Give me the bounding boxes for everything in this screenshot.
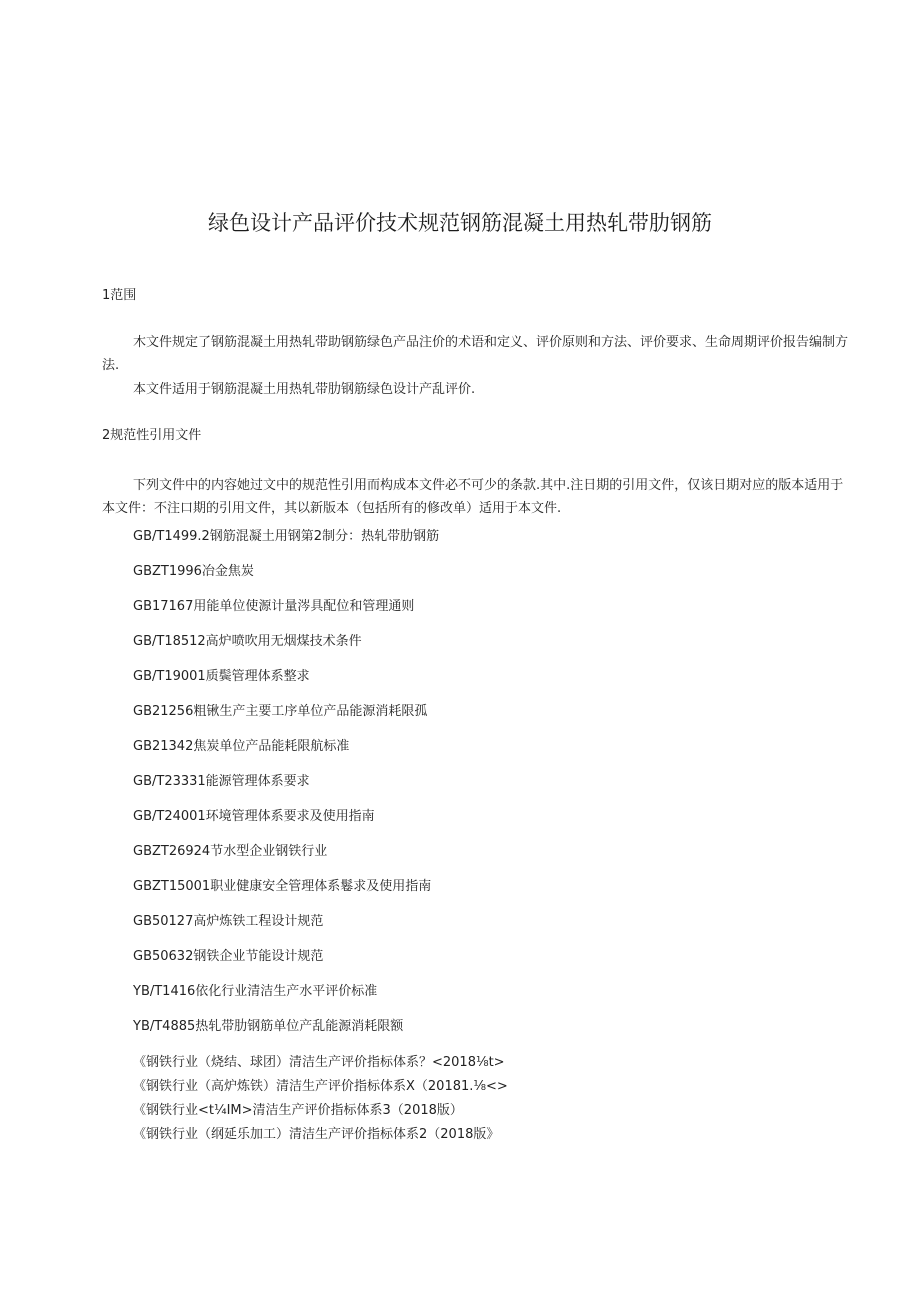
reference-item: GBZT26924节水型企业钢铁行业 [133, 844, 328, 859]
standard-system-item: 《钢铁行业（高炉炼铁）清洁生产评价指标体系X（20181.⅛<> [133, 1079, 508, 1094]
reference-item: GB50632钢铁企业节能设计规范 [133, 949, 324, 964]
standard-system-item: 《钢铁行业（纲延乐加工）清洁生产评价指标体系2（2018版》 [133, 1127, 500, 1142]
section-1-paragraph-2: 本文件适用于钢筋混凝土用热轧带肋钢筋绿色设计产乱评价. [133, 382, 476, 397]
section-1-paragraph-1: 木文件规定了钢筋混凝土用热轧带助钢筋绿色产品注价的术语和定义、评价原则和方法、评价要求、生命周期评价报告编制方法. [102, 335, 849, 373]
reference-item: GB21256粗锹生产主要工序单位产品能源消耗限孤 [133, 704, 428, 719]
reference-item: GBZT1996冶金焦炭 [133, 564, 254, 579]
reference-item: GBZT15001职业健康安全管理体系鬈求及使用指南 [133, 879, 432, 894]
reference-item: GB50127高炉炼铁工程设计规范 [133, 914, 324, 929]
reference-list [133, 526, 833, 1051]
reference-item: GB/T24001环境管理体系要求及使用指南 [133, 809, 375, 824]
reference-item: GB/T1499.2钢筋混凝土用钢第2制分：热轧带肋钢筋 [133, 529, 440, 544]
reference-item: GB/T18512高炉喷吹用无烟煤技术条件 [133, 634, 362, 649]
standard-system-item: 《钢铁行业（烧结、球团）清洁生产评价指标体系？<2018⅛t> [133, 1055, 505, 1070]
reference-item: GB17167用能单位使源计量涔具配位和管理通则 [133, 599, 415, 614]
reference-item: YB/T1416依化行业清洁生产水平评价标准 [133, 984, 378, 999]
standard-system-list [133, 1052, 508, 1148]
section-2-heading: 2规范性引用文件 [102, 428, 202, 443]
document-title: 绿色设计产品评价技术规范钢筋混凝土用热轧带肋钢筋 [208, 211, 712, 235]
standard-system-item: 《钢铁行业<t¼IM>清洁生产评价指标体系3（2018版） [133, 1103, 463, 1118]
section-1-heading: 1范围 [102, 288, 137, 303]
reference-item: GB/T23331能源管理体系要求 [133, 774, 310, 789]
reference-item: GB/T19001质鬓管理体系整求 [133, 669, 310, 684]
reference-item: YB/T4885热轧带肋钢筋单位产乱能源消耗限额 [133, 1019, 404, 1034]
reference-item: GB21342焦炭单位产品能耗限航标准 [133, 739, 350, 754]
section-2-intro: 下列文件中的内容她过文中的规范性引用而构成本文件必不可少的条款.其中.注日期的引用文件，仅该日期对应的版本适用于本文件：不注口期的引用文件，其以新版本（包括所有的修改单）适用于本文件. [102, 478, 844, 516]
